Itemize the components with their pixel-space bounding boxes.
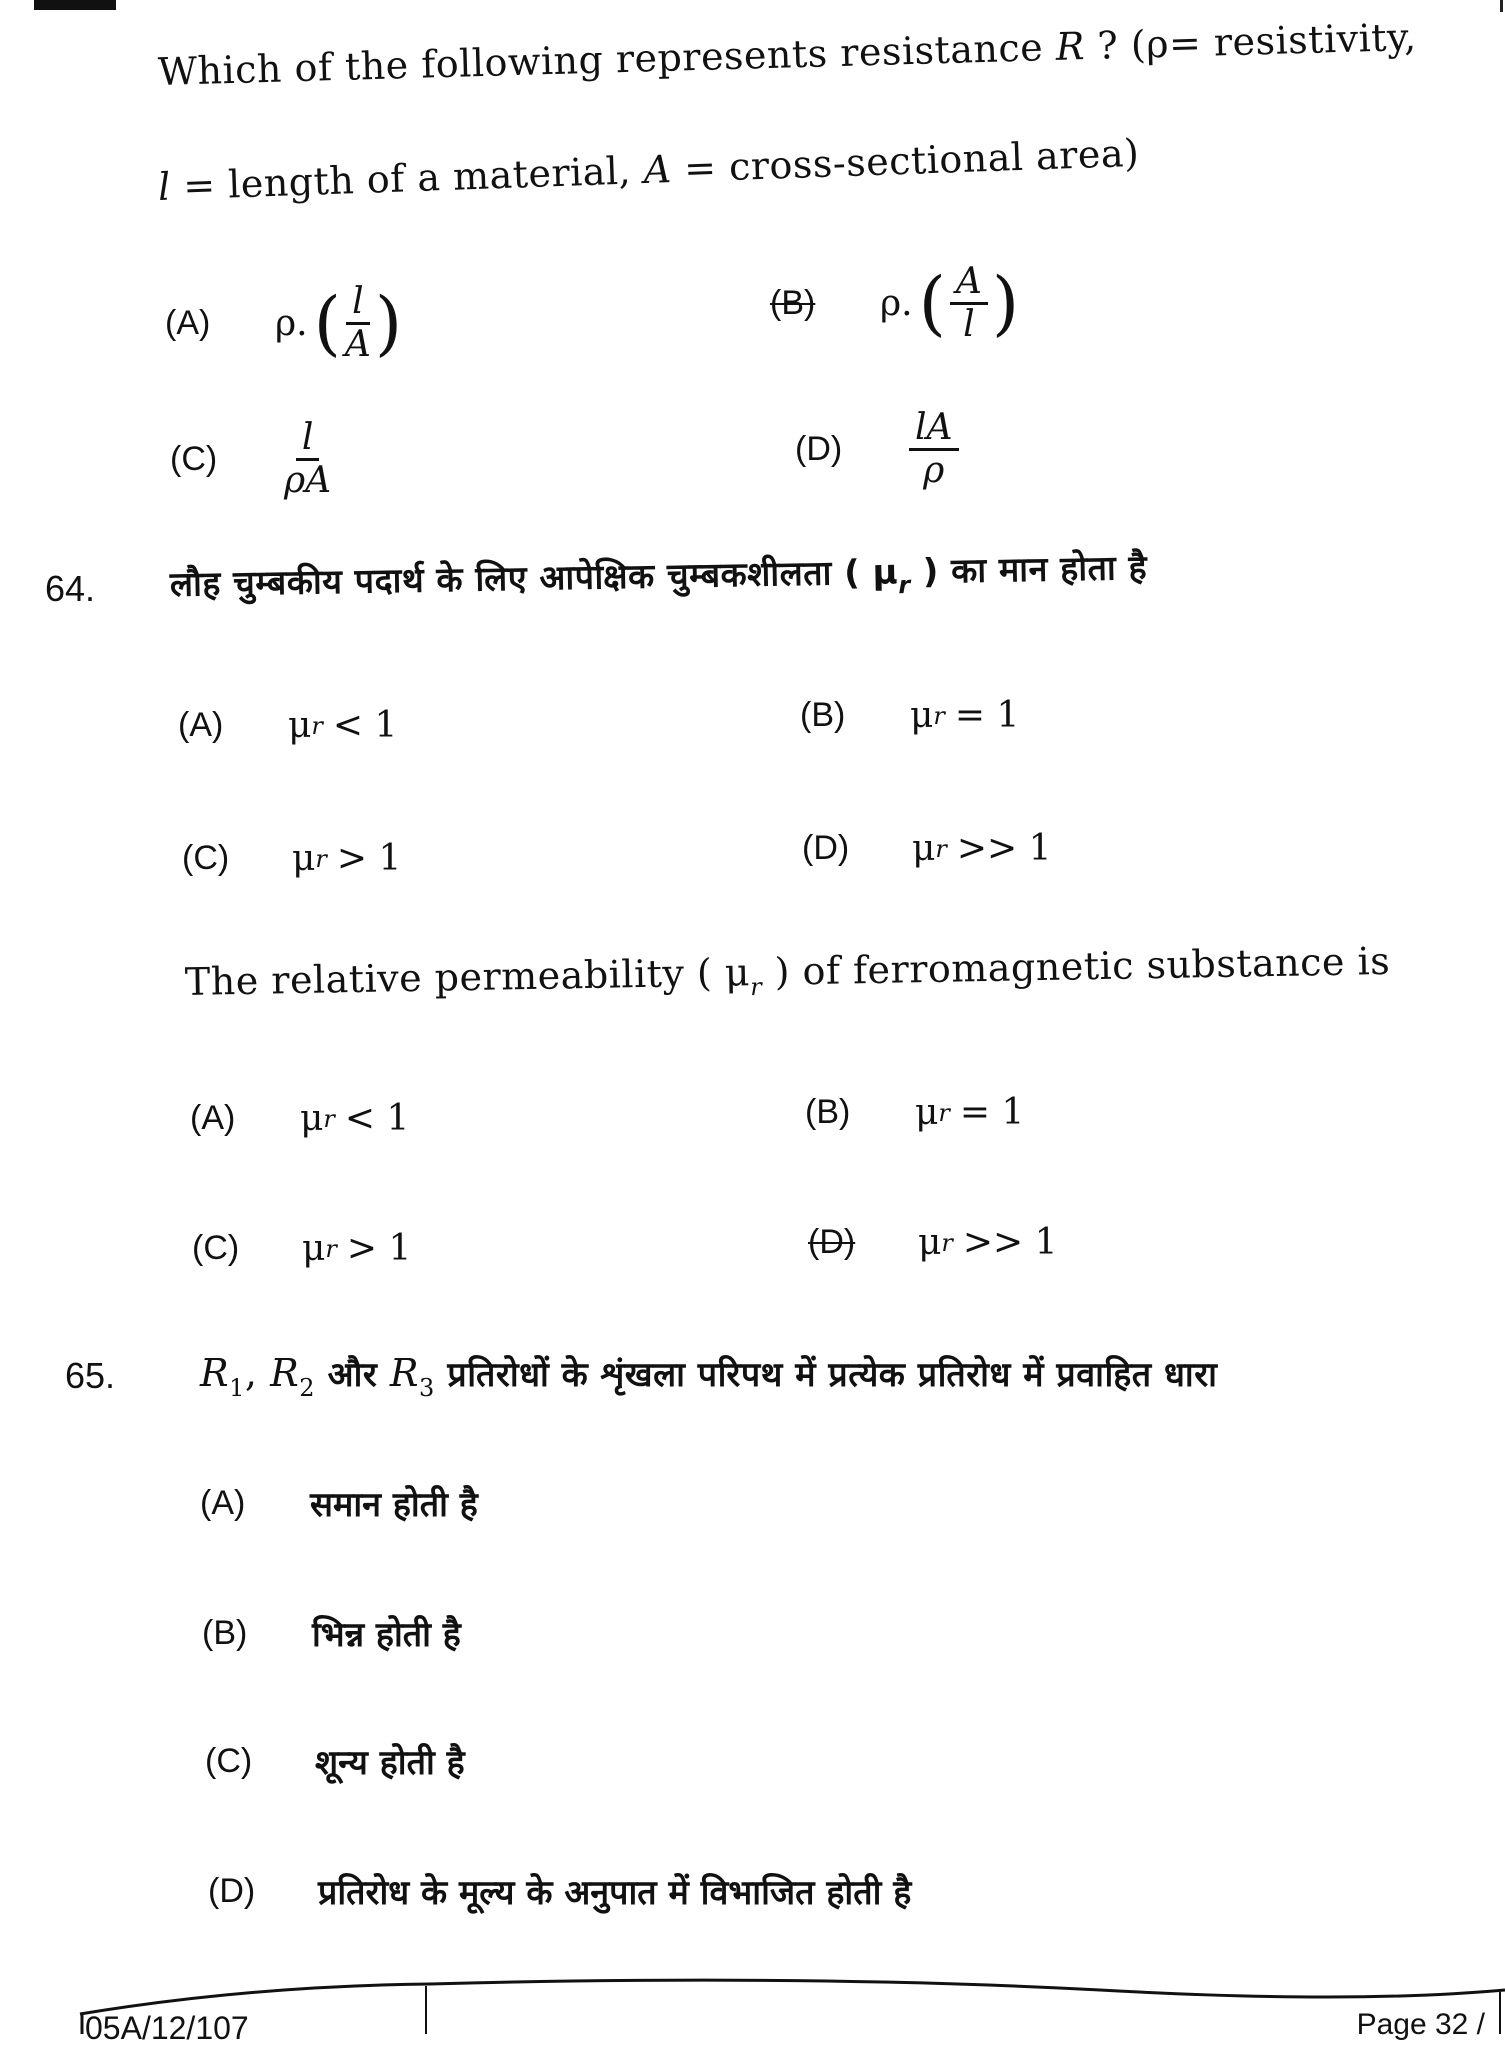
q63-option-d[interactable]: (D) $\frac{lA}{\rho}$ [795, 408, 963, 490]
q65-option-b[interactable]: (B) भिन्न होती है [202, 1613, 461, 1655]
fraction: $\frac{l}{A}$ [344, 281, 371, 365]
q64-hindi-option-c[interactable]: (C) μ r > 1 [182, 838, 402, 879]
fraction: $\frac{lA}{\rho}$ [909, 408, 959, 490]
q63-option-a[interactable]: (A) ρ. ( $\frac{l}{A}$ ) [165, 281, 403, 365]
q64-hindi-text: लौह चुम्बकीय पदार्थ के लिए आपेक्षिक चुम्बकशीलता ( $\mu_r$ ) का मान होता है [169, 547, 1148, 605]
q64-english-option-c[interactable]: (C) μ r > 1 [192, 1228, 412, 1269]
q64-english-option-d[interactable]: (D) μ r >> 1 [808, 1222, 1058, 1263]
fraction: $\frac{l}{\rho A}$ [284, 417, 332, 501]
q64-hindi-option-a[interactable]: (A) μ r < 1 [178, 705, 398, 746]
q65-text: $R_1$, $R_2$ और $R_3$ प्रतिरोधों के शृंखला परिपथ में प्रत्येक प्रतिरोध में प्रवाहित धारा [200, 1351, 1218, 1402]
fraction: $\frac{A}{l}$ [950, 262, 988, 344]
q64-english-text: The relative permeability ( $\mu_r$ ) of ferromagnetic substance is [184, 938, 1391, 1004]
q65-option-a[interactable]: (A) समान होती है [200, 1483, 478, 1525]
answer-tick-mark: (D) [808, 1223, 856, 1261]
scan-corner-mark [34, 0, 116, 10]
scan-edge-mark [1500, 0, 1503, 12]
q63-line1: Which of the following represents resistance R ? (ρ= resistivity, [157, 14, 1418, 94]
q63-line2: l = length of a material, A = cross-sectional area) [157, 130, 1140, 209]
page-number: Page 32 / [1356, 2008, 1485, 2041]
q65-option-c[interactable]: (C) शून्य होती है [205, 1741, 465, 1783]
q64-english-option-b[interactable]: (B) μ r = 1 [805, 1092, 1025, 1133]
paper-code: 05A/12/107 [85, 2010, 249, 2046]
q65-number: 65. [65, 1355, 116, 1396]
q64-number: 64. [45, 568, 96, 609]
q64-english-option-a[interactable]: (A) μ r < 1 [190, 1098, 410, 1139]
q63-option-b[interactable]: (B) ρ. ( $\frac{A}{l}$ ) [770, 261, 1020, 345]
q65-option-d[interactable]: (D) प्रतिरोध के मूल्य के अनुपात में विभाजित होती है [208, 1871, 912, 1913]
q64-hindi-option-d[interactable]: (D) μ r >> 1 [802, 828, 1052, 869]
answer-tick-mark: (B) [770, 283, 816, 322]
q64-hindi-option-b[interactable]: (B) μ r = 1 [800, 695, 1020, 736]
q63-option-c[interactable]: (C) $\frac{l}{\rho A}$ [170, 417, 332, 501]
